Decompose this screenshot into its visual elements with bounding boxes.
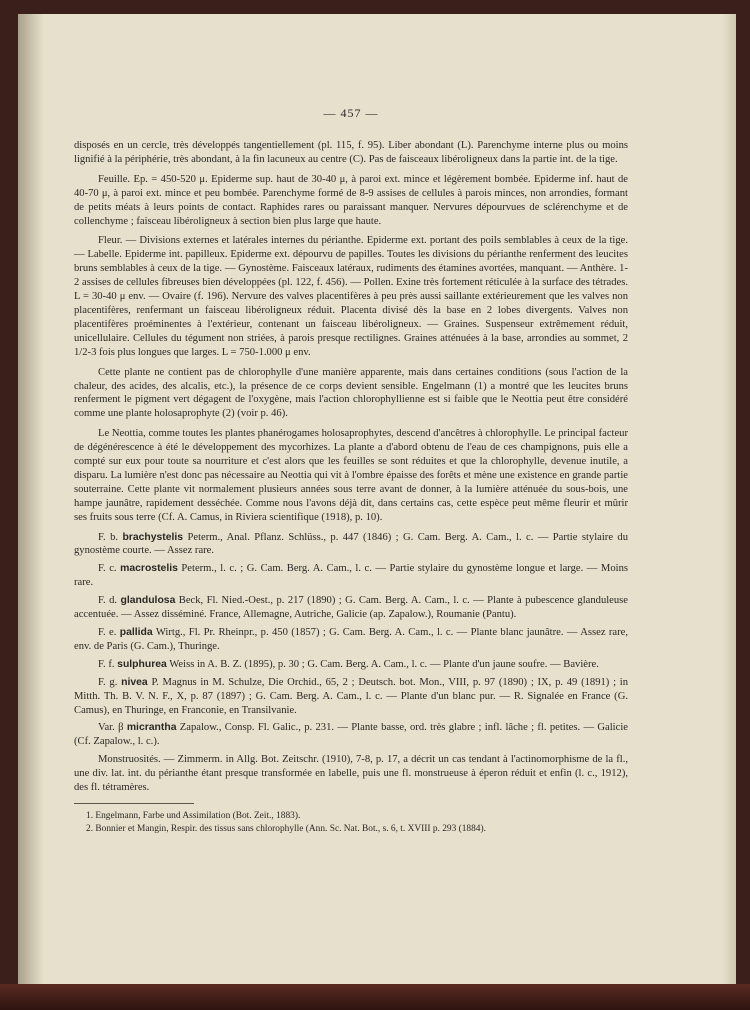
paragraph-flower-anatomy: Fleur. — Divisions externes et latérales internes du périanthe. Epiderme ext. portant des poils semblables à ceux de la tige. — Labelle. Epiderme int. papilleux. Epiderme ext. dépourvu de papilles. Toutes les divisions du périanthe renferment des leucites bruns semblables à ceux de la tige. — Gynostème. Faisceaux latéraux, rudiments des étamines avortées, manquant. — Anthère. 1-2 assises de cellules fibreuses bien développées (pl. 122, f. 456). — Pollen. Exine très fortement réticulée à la surface des tétrades. L = 30-40 μ env. — Ovaire (f. 196). Nervure des valves placentifères à peu près aussi saillante extérieurement que les valves non placentifères, renfermant un faisceau libéroligneux réduit. Placenta divisé dès la base en 2 lobes divergents. Valves non placentifères proéminentes à l'extérieur, contenant un faisceau libéroligneux. — Graines. Suspenseur extrêmement réduit, unicellulaire. Cellules du tégument non striées, à parois presque rectilignes. Graines atténuées à la base, arrondies au sommet, 2 1/2-3 fois plus longues que larges. L = 750-1.000 μ env. [74,235,628,358]
entry-name: micrantha [126,722,177,734]
entry-macrostelis [74,562,628,590]
entry-lead: F. e. [98,627,120,638]
entry-name: pallida [119,627,153,638]
entry-name: macrostelis [120,563,178,575]
entry-micrantha [74,721,628,749]
entry-lead: F. c. [98,563,121,575]
page-gutter-shadow [18,14,44,984]
entry-text: Peterm., Anal. Pflanz. Schlüss., p. 447 (1846) ; G. Cam. Berg. A. Cam., l. c. — Partie stylaire du gynostème courte. — Assez rare. [74,531,629,557]
footnote-2: 2. Bonnier et Mangin, Respir. des tissus sans chlorophylle (Ann. Sc. Nat. Bot., s. 6, t. XVIII p. 293 (1884). [86,823,486,834]
paragraph-chlorophyll: Cette plante ne contient pas de chlorophylle d'une manière apparente, mais dans certaines conditions (sous l'action de la chaleur, des acides, des alcalis, etc.), la présence de ce corps devient sensible. Engelmann (1) a montré que les leucites bruns renferment le pigment vert dégagent de l'oxygène, mais l'action chlorophyllienne est si faible que le Neottia peut être considéré comme une plante holosaprophyte (2) (voir p. 46). [74,366,628,420]
book-cover-edge [0,984,750,1010]
entry-text: Weiss in A. B. Z. (1895), p. 30 ; G. Cam. Berg. A. Cam., l. c. — Plante d'un jaune soufre. — Bavière. [166,658,599,670]
entry-name: sulphurea [117,658,167,670]
entry-text: Peterm., l. c. ; G. Cam. Berg. A. Cam., l. c. — Partie stylaire du gynostème longue et large. — Moins rare. [74,563,628,589]
footnote-1: 1. Engelmann, Farbe und Assimilation (Bot. Zeit., 1883). [86,810,301,821]
entry-text: Wirtg., Fl. Pr. Rheinpr., p. 450 (1857) ; G. Cam. Berg. A. Cam., l. c. — Plante blanc jaunâtre. — Assez rare, env. de Paris (G. Cam.), Thuringe. [74,627,628,652]
entry-lead: F. g. [98,676,122,688]
entry-text: P. Magnus in M. Schulze, Die Orchid., 65, 2 ; Deutsch. bot. Mon., VIII, p. 97 (1890) ; IX, p. 49 (1891) ; in Mitth. Th. B. V. N. F., X, p. 87 (1897) ; G. Cam. Berg. A. Cam., l. c. — Plante d'un blanc pur. — R. Signalée en France (G. Camus), en Thuringe, en Franconie, en Transilvanie. [74,676,628,716]
entry-lead: F. b. [98,531,123,543]
entry-name: brachystelis [122,531,184,543]
entry-lead: Var. β [98,722,127,734]
entry-text: Zapalow., Consp. Fl. Galic., p. 231. — Plante basse, ord. très glabre ; infl. lâche ; fl. petites. — Galicie (Cf. Zapalow., l. c.). [74,722,628,748]
paragraph-stem-anatomy: disposés en un cercle, très développés tangentiellement (pl. 115, f. 95). Liber abondant (L). Parenchyme interne plus ou moins lignifié à la périphérie, très abondant, à la fin lacuneux au centre (C). Pas de faisceaux libéroligneux dans la partie int. de la tige. [74,140,628,165]
entry-nivea [74,676,628,718]
entry-monstruosites [74,753,628,795]
page-number: — 457 — [323,106,379,120]
entry-lead: F. d. [98,595,121,607]
entry-lead: F. f. [98,658,118,670]
entry-name: nivea [121,676,148,688]
paragraph-leaf-anatomy: Feuille. Ep. = 450-520 μ. Epiderme sup. haut de 30-40 μ, à paroi ext. mince et légèrement bombée. Epiderme inf. haut de 40-70 μ, à paroi ext. mince et peu bombée. Parenchyme formé de 8-9 assises de cellules à parois minces, non arrondies, formant de petits méats à leurs points de contact. Raphides rares ou paraissant manquer. Nervures dépourvues de sclérenchyme et de collenchyme ; faisceau libéroligneux à section bien plus large que haute. [74,173,628,227]
entry-glandulosa [74,594,628,622]
entry-sulphurea [74,658,628,672]
entry-text: Beck, Fl. Nied.-Oest., p. 217 (1890) ; G. Cam. Berg. A. Cam., l. c. — Plante à pubescence glanduleuse accentuée. — Assez disséminé. France, Allemagne, Autriche, Galicie (ap. Zapalow.), Roumanie (Pantu). [74,595,629,621]
page-edge [722,14,736,984]
page-text [74,14,628,836]
entry-pallida [74,626,628,654]
paragraph-holosaprophyte: Le Neottia, comme toutes les plantes phanérogames holosaprophytes, descend d'ancêtres à chlorophylle. Le principal facteur de dégénérescence à été le développement des mycorhizes. La plante a d'abord obtenu de l'eau de ces champignons, puis elle a compté sur eux pour toute sa nourriture et c'est alors que les feuilles se sont réduites et que la chlorophylle, devenue inutile, a disparu. La lumière n'est donc pas nécessaire au Neottia qui vit à l'ombre épaisse des forêts et mène une existence en grande partie souterraine. Cette plante vit normalement plusieurs années sous terre avant de donner, à la lumière atténuée du sous-bois, une hampe jaunâtre, rapidement desséchée. Comme nous l'avons déjà dit, dans certains cas, cette espèce peut même fleurir et mûrir ses fruits sous terre (Cf. A. Camus, in Riviera scientifique (1918), p. 10). [74,428,628,523]
footnote-rule [74,803,194,804]
entry-brachystelis [74,531,628,559]
entry-name: glandulosa [120,595,176,607]
book-page [18,14,736,984]
entry-text: Monstruosités. — Zimmerm. in Allg. Bot. Zeitschr. (1910), 7-8, p. 17, a décrit un cas tendant à l'actinomorphisme de la fl., une div. lat. int. du périanthe étant presque transformée en labelle, puis une fl. monstrueuse à éperon réduit et enfin (l. c., 1912), des fl. tétramères. [74,754,628,794]
